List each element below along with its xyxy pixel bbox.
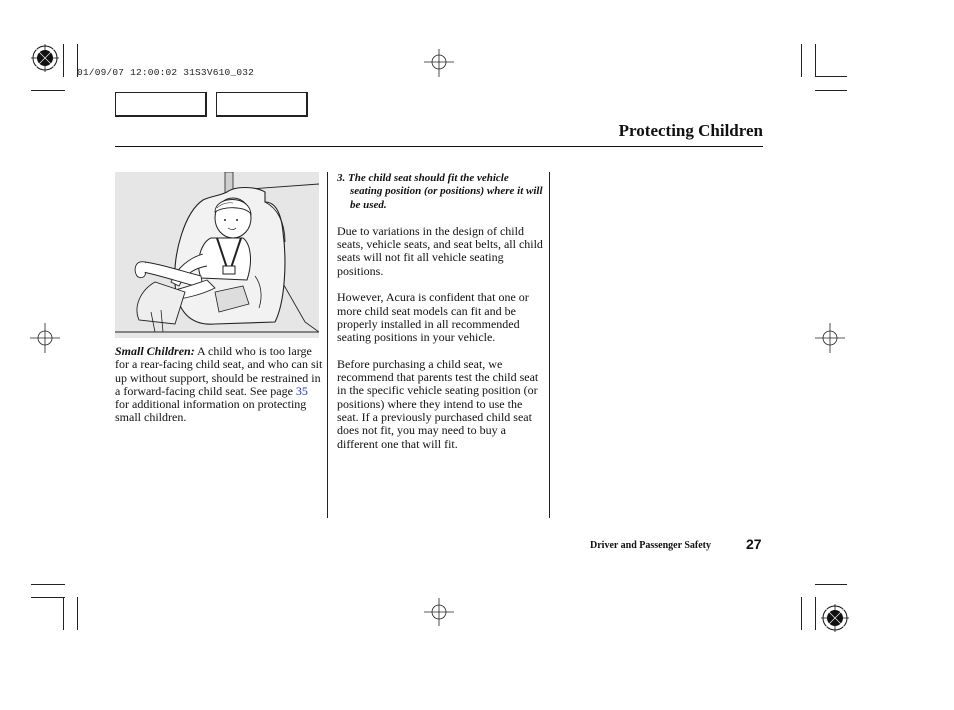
crosshair-icon — [30, 323, 60, 353]
page-link[interactable]: 35 — [295, 383, 308, 398]
registration-target-icon — [821, 604, 849, 632]
title-rule — [115, 146, 763, 147]
footer-section-label: Driver and Passenger Safety — [590, 540, 712, 551]
step-heading: 3. The child seat should fit the vehicle seating position (or positions) where it will be used. — [337, 172, 543, 211]
column-divider — [327, 172, 328, 518]
crosshair-icon — [815, 323, 845, 353]
paragraph: Before purchasing a child seat, we recommend that parents test the child seat in the specific vehicle seating position (or positions) where they intend to use the seat. If a previously purchased child seat does not fit, you may need to buy a different one that will fit. — [337, 356, 539, 451]
paragraph: Due to variations in the design of child seats, vehicle seats, and seat belts, all child seats will not fit all vehicle seating positions. — [337, 223, 543, 278]
section-tab[interactable] — [216, 92, 308, 117]
caption-body-part-2: for additional information on protecting small children. — [115, 397, 307, 425]
caption-lead: Small Children: — [115, 344, 195, 358]
paragraph: However, Acura is confident that one or more child seat models can fit and be properly installed in all recommended seating positions in your vehicle. — [337, 290, 529, 345]
crosshair-icon — [424, 49, 454, 77]
middle-column-text — [337, 172, 543, 464]
column-divider — [549, 172, 550, 518]
child-in-seat-drawing — [115, 172, 319, 338]
caption-body-part-1: A child who is too large for a rear-facing child seat, and who can sit up without support, should be restrained in a forward-facing child seat. See page — [115, 344, 323, 398]
print-slug: 01/09/07 12:00:02 31S3V610_032 — [77, 67, 255, 78]
registration-target-icon — [31, 44, 59, 72]
child-seat-illustration — [115, 172, 319, 338]
caption-paragraph — [115, 345, 323, 425]
left-column-text — [115, 345, 323, 438]
page-number: 27 — [746, 536, 762, 552]
page-title: Protecting Children — [618, 121, 763, 140]
section-tab[interactable] — [115, 92, 207, 117]
crosshair-icon — [424, 598, 454, 626]
